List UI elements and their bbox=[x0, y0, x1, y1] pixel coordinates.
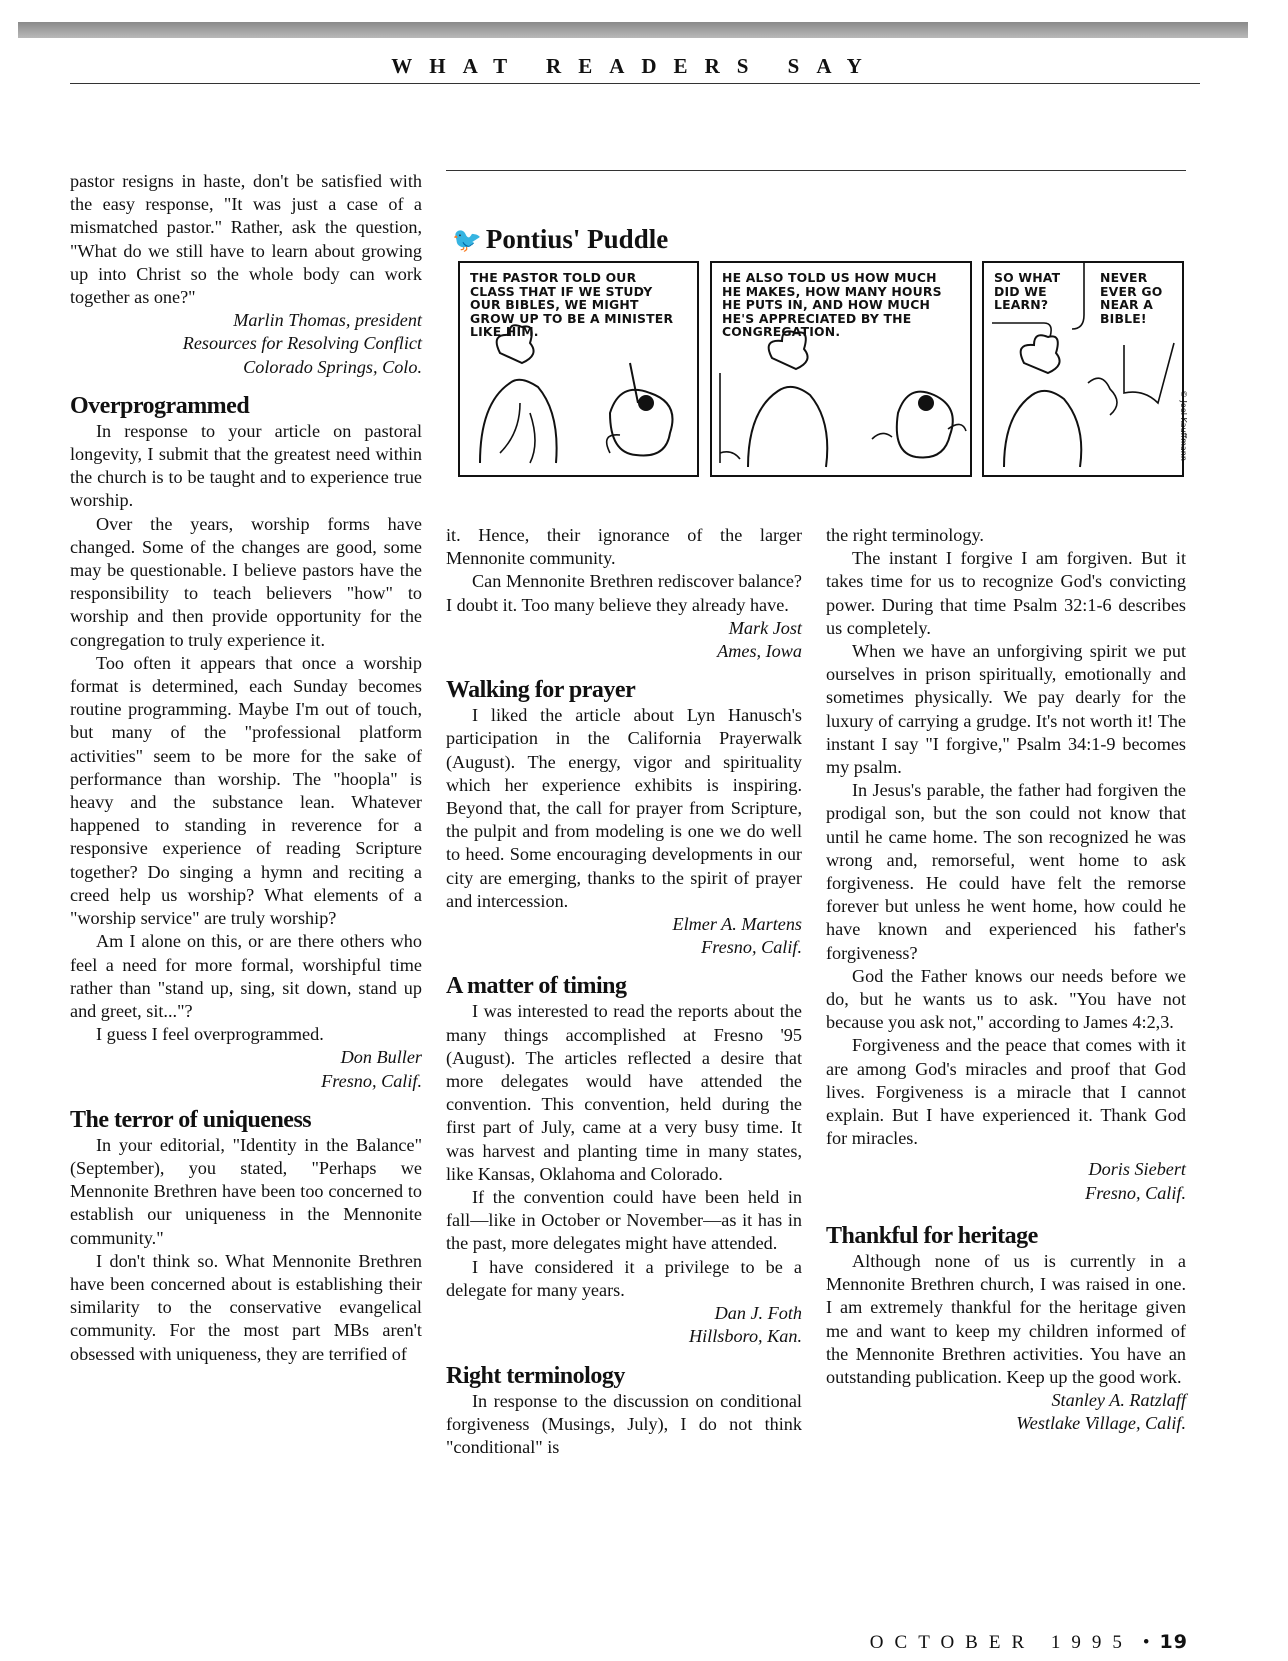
paragraph: it. Hence, their ignorance of the larger Mennonite community. bbox=[446, 525, 802, 569]
heading-right-terminology: Right terminology bbox=[446, 1362, 625, 1389]
speech-bubble: SO WHAT DID WE LEARN? bbox=[994, 270, 1061, 313]
paragraph: God the Father knows our needs before we do, but he wants us to ask. "You have not because you ask not," according to James 4:2,3. bbox=[826, 965, 1186, 1033]
sig-line: Don Buller bbox=[340, 1047, 422, 1068]
speech-bubble: NEVER EVER GO NEAR A BIBLE! bbox=[1100, 270, 1163, 326]
footer-separator: • bbox=[1142, 1632, 1150, 1653]
paragraph: If the convention could have been held in fall—like in October or November—as it has in the past, more delegates might have attended. bbox=[446, 1187, 802, 1254]
comic-title-text: Pontius' Puddle bbox=[485, 224, 669, 254]
heading-terror-of-uniqueness: The terror of uniqueness bbox=[70, 1106, 312, 1133]
sig-line: Dan J. Foth bbox=[714, 1303, 802, 1324]
paragraph: Am I alone on this, or are there others who feel a need for more formal, worshipful time rather than "stand up, sing, sit down, stand up and greet, sit..."? bbox=[70, 931, 422, 1021]
page-footer bbox=[870, 1631, 1188, 1654]
signature-dan-foth bbox=[446, 1302, 802, 1348]
column-1 bbox=[70, 170, 422, 1366]
letter-intro-text: pastor resigns in haste, don't be satisfied with the easy response, "It was just a case of a mismatched pastor." Rather, ask the question, "What do we still have to learn about growing up into Christ so the whole body can work together as one?" bbox=[70, 171, 422, 308]
paragraph: In response to your article on pastoral longevity, I submit that the greatest need within the church is to be taught and to experience true worship. bbox=[70, 420, 422, 511]
header-bar bbox=[18, 22, 1248, 38]
comic-panel-2 bbox=[710, 261, 972, 477]
signature-marlin-thomas bbox=[70, 309, 422, 379]
page-number: 19 bbox=[1159, 1631, 1188, 1653]
paragraph: I have considered it a privilege to be a delegate for many years. bbox=[446, 1256, 802, 1300]
section-title: WHAT READERS SAY bbox=[391, 54, 879, 78]
header-rule bbox=[70, 83, 1200, 84]
sig-line: Fresno, Calif. bbox=[701, 937, 802, 958]
paragraph: the right terminology. bbox=[826, 525, 984, 545]
comic-strip bbox=[458, 261, 1186, 476]
comic-drawing bbox=[712, 263, 970, 475]
signature-elmer-martens bbox=[446, 913, 802, 959]
paragraph: Forgiveness and the peace that comes with it are among God's miracles and proof that God lives. Forgiveness is a miracle that I cannot explain. But I have experienced it. Thank God for miracles. bbox=[826, 1035, 1186, 1149]
paragraph: When we have an unforgiving spirit we put ourselves in prison spiritually, emotionally and sometimes physically. We pay dearly for the luxury of carrying a grudge. It's not worth it! The instant I say "I forgive," Psalm 34:1-9 becomes my psalm. bbox=[826, 641, 1186, 778]
comic-panel-1 bbox=[458, 261, 699, 477]
paragraph: In your editorial, "Identity in the Balance" (September), you stated, "Perhaps we Mennonite Brethren have been too concerned to establish our uniqueness in the Mennonite community." bbox=[70, 1134, 422, 1248]
sig-line: Fresno, Calif. bbox=[321, 1070, 422, 1091]
sig-line: Mark Jost bbox=[728, 617, 802, 638]
speech-bubble: THE PASTOR TOLD OUR CLASS THAT IF WE STUDY OUR BIBLES, WE MIGHT GROW UP TO BE A MINISTER LIKE HIM. bbox=[470, 270, 674, 340]
column-2 bbox=[446, 524, 802, 1459]
signature-doris-siebert bbox=[826, 1158, 1186, 1204]
comic-rule bbox=[446, 170, 1186, 171]
heading-overprogrammed: Overprogrammed bbox=[70, 392, 250, 419]
paragraph: I was interested to read the reports about the many things accomplished at Fresno '95 (August). The articles reflected a desire that more delegates would have attended the convention. This convention, held during the first part of July, came at a very busy time. It was harvest and planting time in many states, like Kansas, Oklahoma and Colorado. bbox=[446, 1001, 802, 1184]
paragraph: Although none of us is currently in a Mennonite Brethren church, I was raised in one. I am extremely thankful for the heritage given me and want to keep my children informed of the Mennonite Brethren activities. You have an outstanding publication. Keep up the good work. bbox=[826, 1250, 1186, 1387]
sig-line: Stanley A. Ratzlaff bbox=[1051, 1390, 1186, 1411]
paragraph: In Jesus's parable, the father had forgiven the prodigal son, but the son could not know that until he came home. The son recognized he was wrong and, remorseful, went home to ask forgiveness. He could have felt the remorse forever but unless he went home, how could he have known and experienced his father's forgiveness? bbox=[826, 780, 1186, 963]
paragraph: Too often it appears that once a worship format is determined, each Sunday becomes routine programming. Maybe I'm out of touch, but many of the "professional platform activities" seem to be more for the sake of performance than worship. The "hoopla" is heavy and the substance lean. Whatever happened to standing in reverence for a responsive experience of reading Scripture together? Do singing a hymn and reciting a creed help us worship? What elements of a "worship service" are truly worship? bbox=[70, 652, 422, 929]
sig-line: Hillsboro, Kan. bbox=[688, 1326, 802, 1347]
heading-walking-for-prayer: Walking for prayer bbox=[446, 677, 636, 704]
paragraph: I guess I feel overprogrammed. bbox=[96, 1024, 324, 1045]
comic-drawing bbox=[460, 263, 697, 475]
column-3 bbox=[826, 524, 1186, 1436]
paragraph: I liked the article about Lyn Hanusch's participation in the California Prayerwalk (August). The energy, vigor and spirituality which her experience exhibits is inspiring. Beyond that, the call for prayer from Scripture, the pulpit and from modeling is one we do well to heed. Some encouraging developments in our city are emerging, thanks to the spirit of prayer and intercession. bbox=[446, 705, 802, 911]
paragraph: I don't think so. What Mennonite Brethren have been concerned about is establishing their similarity to the conservative evangelical community. For the most part MBs aren't obsessed with uniqueness, they are terrified of bbox=[70, 1250, 422, 1364]
comic-panel-3 bbox=[982, 261, 1184, 477]
sig-line: Resources for Resolving Conflict bbox=[182, 333, 422, 354]
bird-icon: 🐦 bbox=[452, 228, 482, 254]
paragraph: In response to the discussion on conditional forgiveness (Musings, July), I do not think "conditional" is bbox=[446, 1390, 802, 1457]
sig-line: Elmer A. Martens bbox=[672, 914, 802, 935]
comic-drawing bbox=[984, 263, 1182, 475]
heading-thankful-for-heritage: Thankful for heritage bbox=[826, 1222, 1038, 1249]
signature-don-buller bbox=[70, 1046, 422, 1092]
paragraph: Can Mennonite Brethren rediscover balance? I doubt it. Too many believe they already have. bbox=[446, 571, 802, 615]
sig-line: Marlin Thomas, president bbox=[233, 310, 422, 331]
issue-date: OCTOBER 1995 bbox=[869, 1632, 1133, 1653]
sig-line: Westlake Village, Calif. bbox=[1016, 1413, 1186, 1434]
comic-copyright: © Joel Kauffmann bbox=[1179, 390, 1188, 461]
heading-matter-of-timing: A matter of timing bbox=[446, 973, 627, 1000]
signature-stanley-ratzlaff bbox=[826, 1389, 1186, 1435]
paragraph: Over the years, worship forms have changed. Some of the changes are good, some may be questionable. I believe pastors have the responsibility to teach believers "how" to worship and then provide opportunity for the congregation to truly experience it. bbox=[70, 513, 422, 650]
signature-mark-jost bbox=[446, 617, 802, 663]
speech-bubble: HE ALSO TOLD US HOW MUCH HE MAKES, HOW MANY HOURS HE PUTS IN, AND HOW MUCH HE'S APPRECIATED BY THE CONGREGATION. bbox=[722, 270, 942, 340]
sig-line: Doris Siebert bbox=[1088, 1159, 1186, 1180]
sig-line: Fresno, Calif. bbox=[1085, 1182, 1186, 1203]
paragraph: The instant I forgive I am forgiven. But it takes time for us to recognize God's convicting power. During that time Psalm 32:1-6 describes us completely. bbox=[826, 548, 1186, 638]
sig-line: Ames, Iowa bbox=[717, 641, 802, 662]
comic-title bbox=[452, 224, 668, 255]
sig-line: Colorado Springs, Colo. bbox=[243, 356, 422, 377]
